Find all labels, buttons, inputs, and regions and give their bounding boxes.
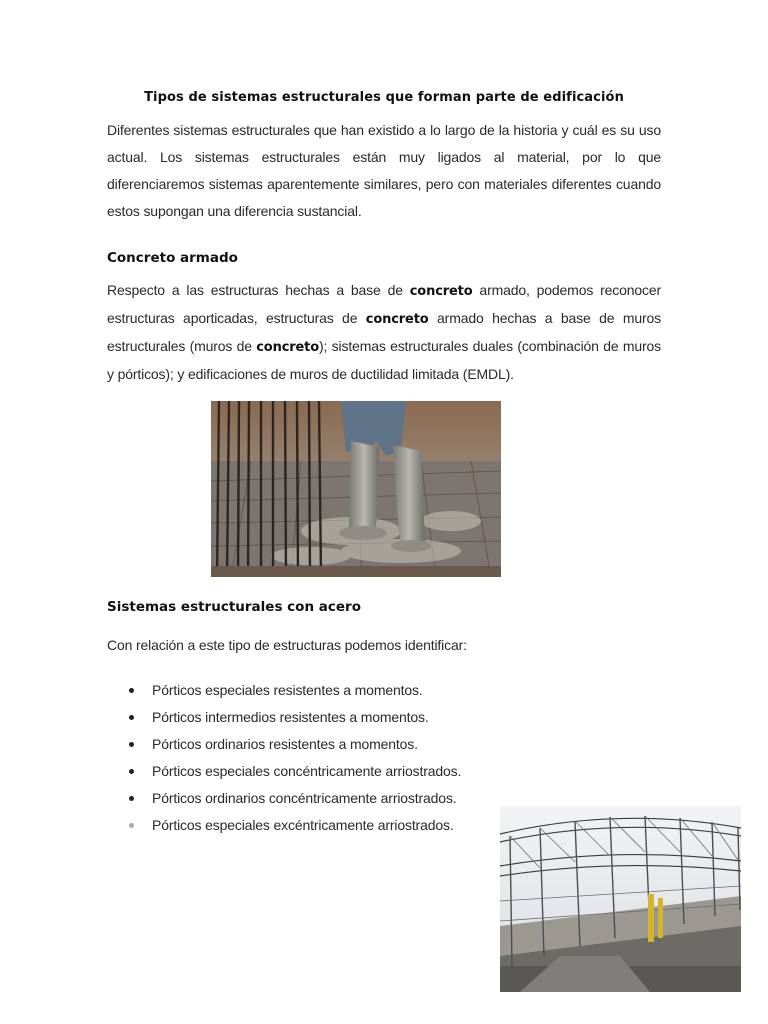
list-item-text: Pórticos ordinarios resistentes a momentos. (152, 736, 418, 752)
bullet-icon (129, 769, 134, 774)
bullet-icon (129, 796, 134, 801)
list-item (127, 786, 461, 813)
list-item (127, 732, 461, 759)
document-title: Tipos de sistemas estructurales que forman parte de edificación (144, 90, 624, 105)
concreto-text-4: ); sistemas estructurales duales (combinación de muros y pórticos); y edificaciones de muros de ductilidad limitada (EMDL). (107, 338, 661, 382)
list-item (127, 813, 461, 840)
bullet-icon (129, 742, 134, 747)
concrete-pour-photo (211, 401, 501, 577)
concreto-text-3: armado hechas a base de muros estructurales (muros de (107, 310, 661, 354)
concreto-text-2: armado, podemos reconocer estructuras aporticadas, estructuras de (107, 282, 661, 326)
list-item-text: Pórticos especiales concéntricamente arriostrados. (152, 763, 462, 779)
bullet-icon (129, 823, 134, 828)
section-heading-acero: Sistemas estructurales con acero (107, 599, 361, 615)
concreto-bold-1: concreto (409, 284, 473, 299)
list-item-text: Pórticos especiales resistentes a momentos. (152, 682, 423, 698)
acero-intro: Con relación a este tipo de estructuras podemos identificar: (107, 637, 467, 653)
list-item-text: Pórticos intermedios resistentes a momentos. (152, 709, 429, 725)
intro-paragraph: Diferentes sistemas estructurales que han existido a lo largo de la historia y cuál es su uso actual. Los sistemas estructurales están muy ligados al material, por lo que diferenciaremos sistemas aparentemente similares, pero con materiales diferentes cuando estos supongan una diferencia sustancial. (107, 122, 661, 219)
steel-systems-list (127, 678, 461, 840)
list-item-text: Pórticos especiales excéntricamente arriostrados. (152, 817, 454, 833)
concreto-text-1: Respecto a las estructuras hechas a base de (107, 282, 410, 298)
concreto-paragraph (107, 277, 661, 388)
bullet-icon (129, 715, 134, 720)
concreto-bold-2: concreto (365, 312, 429, 327)
list-item (127, 759, 461, 786)
section-heading-concreto: Concreto armado (107, 250, 238, 266)
list-item (127, 705, 461, 732)
list-item (127, 678, 461, 705)
list-item-text: Pórticos ordinarios concéntricamente arriostrados. (152, 790, 457, 806)
concreto-bold-3: concreto (256, 340, 320, 355)
bullet-icon (129, 688, 134, 693)
steel-structure-photo (500, 806, 741, 992)
